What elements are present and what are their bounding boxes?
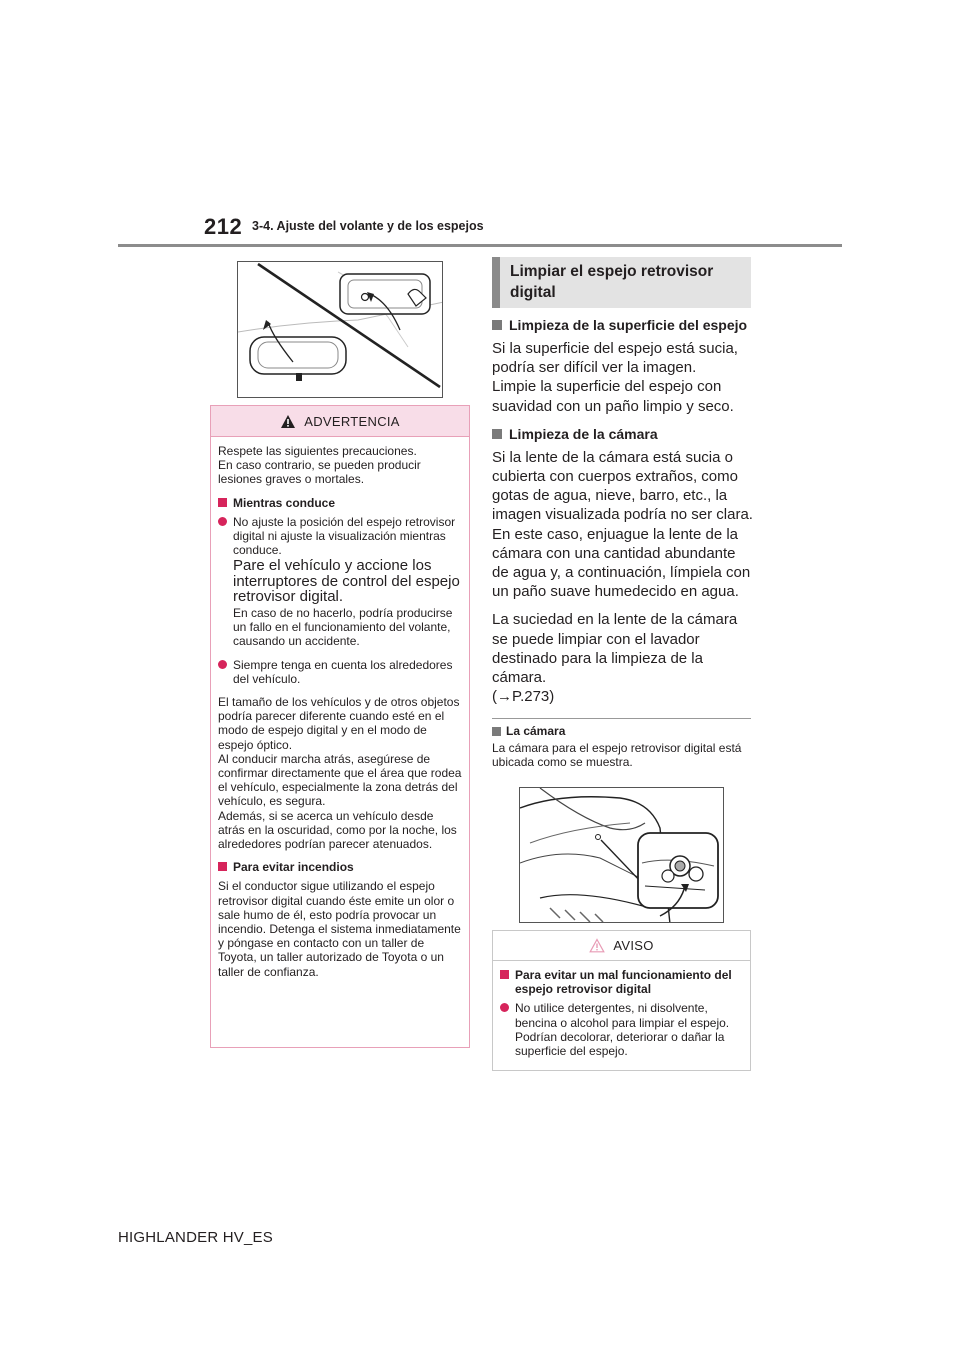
warning-bullet-surroundings xyxy=(218,658,462,686)
footer-model: HIGHLANDER HV_ES xyxy=(118,1229,273,1246)
camera-cleaning-subheading xyxy=(492,425,754,444)
mirror-drawing xyxy=(238,262,443,398)
warning-bullet-adjust-consequence: En caso de no hacerlo, podría producirse un fallo en el funcionamiento del volante, causando un accidente. xyxy=(233,605,453,649)
warning-triangle-icon xyxy=(280,414,296,429)
round-bullet-icon xyxy=(500,1003,509,1012)
warning-title: ADVERTENCIA xyxy=(304,413,400,429)
notice-heading xyxy=(500,968,743,996)
header-rule xyxy=(118,244,842,247)
square-bullet-icon xyxy=(492,727,501,736)
warning-section-fire-heading: Para evitar incendios xyxy=(233,860,354,875)
camera-drawing xyxy=(520,788,724,923)
mirror-surface-subheading xyxy=(492,316,754,335)
warning-fire-paragraph: Si el conductor sigue utilizando el espejo retrovisor digital cuando éste emite un olor o sale humo de él, esto podría provocar un incendio. Detenga el sistema inmediatamente y póngase en contacto con un taller de Toyota, un taller autorizado de Toyota o un taller de confianza. xyxy=(218,879,461,979)
camera-cleaning-text: Si la lente de la cámara está sucia o cubierta con cuerpos extraños, como gotas de agua, nieve, barro, etc., la imagen visualizada podría no ser clara. En este caso, enjuague la lente de la cámara con una cantidad abundante de agua y, a continuación, límpiela con un paño suave humedecido en agua. xyxy=(492,448,753,601)
warning-header xyxy=(211,406,469,437)
square-bullet-icon xyxy=(492,320,502,330)
warning-section-fire xyxy=(218,860,462,874)
square-bullet-icon xyxy=(218,498,227,507)
camera-note-text: La cámara para el espejo retrovisor digital está ubicada como se muestra. xyxy=(492,741,742,769)
camera-cleaning-heading-text: Limpieza de la cámara xyxy=(509,425,658,442)
notice-bullet-text: No utilice detergentes, ni disolvente, bencina o alcohol para limpiar el espejo. Podrían decolorar, deteriorar o dañar la superficie del espejo. xyxy=(515,1001,730,1059)
camera-washer-text: La suciedad en la lente de la cámara se puede limpiar con el lavador destinado para la limpieza de la cámara. (→P.273) xyxy=(492,611,738,706)
notice-header xyxy=(493,931,750,961)
camera-note-heading xyxy=(492,724,565,738)
square-bullet-icon xyxy=(218,862,227,871)
notice-bullet xyxy=(500,1001,743,1058)
warning-bullet-adjust xyxy=(218,515,462,649)
square-bullet-icon xyxy=(500,970,509,979)
divider xyxy=(492,718,751,719)
warning-size-paragraph: El tamaño de los vehículos y de otros objetos podría parecer diferente cuando esté en el modo de espejo digital y en el modo de espejo óptico. Al conducir marcha atrás, asegúrese de confirmar directamente que el área que rodea el vehículo, especialmente la zona detrás del vehículo, es segura. Además, si se acerca un vehículo desde atrás en la oscuridad, como por la noche, los alrededores podrían parecer atenuados. xyxy=(218,694,462,851)
warning-bullet-adjust-emphasis: Pare el vehículo y accione los interruptores de control del espejo retrovisor digital. xyxy=(233,557,460,606)
warning-section-driving xyxy=(218,496,462,510)
warning-box xyxy=(210,405,470,1048)
notice-title: AVISO xyxy=(613,938,654,953)
warning-section-driving-heading: Mientras conduce xyxy=(233,495,336,510)
camera-location-illustration xyxy=(519,787,724,923)
camera-note-heading-text: La cámara xyxy=(506,724,566,738)
page-number: 212 xyxy=(204,214,243,239)
round-bullet-icon xyxy=(218,660,227,669)
round-bullet-icon xyxy=(218,517,227,526)
caution-triangle-icon xyxy=(589,938,605,953)
mirror-surface-heading-text: Limpieza de la superficie del espejo xyxy=(509,317,748,333)
cleaning-content xyxy=(492,316,754,715)
section-title: 3-4. Ajuste del volante y de los espejos xyxy=(252,219,484,233)
square-bullet-icon xyxy=(492,429,502,439)
warning-intro: Respete las siguientes precauciones. En caso contrario, se pueden producir lesiones graves o mortales. xyxy=(218,444,421,487)
cleaning-section-heading: Limpiar el espejo retrovisor digital xyxy=(492,257,751,308)
notice-box xyxy=(492,930,751,1071)
mirror-illustration xyxy=(237,261,443,398)
warning-bullet-adjust-text: No ajuste la posición del espejo retrovisor digital ni ajuste la visualización mientras conduce. xyxy=(233,514,456,558)
mirror-surface-text: Si la superficie del espejo está sucia, podría ser difícil ver la imagen. Limpie la superficie del espejo con suavidad con un paño limpio y seco. xyxy=(492,340,738,415)
notice-heading-text: Para evitar un mal funcionamiento del espejo retrovisor digital xyxy=(515,968,732,997)
warning-bullet-surroundings-text: Siempre tenga en cuenta los alrededores del vehículo. xyxy=(233,657,453,686)
